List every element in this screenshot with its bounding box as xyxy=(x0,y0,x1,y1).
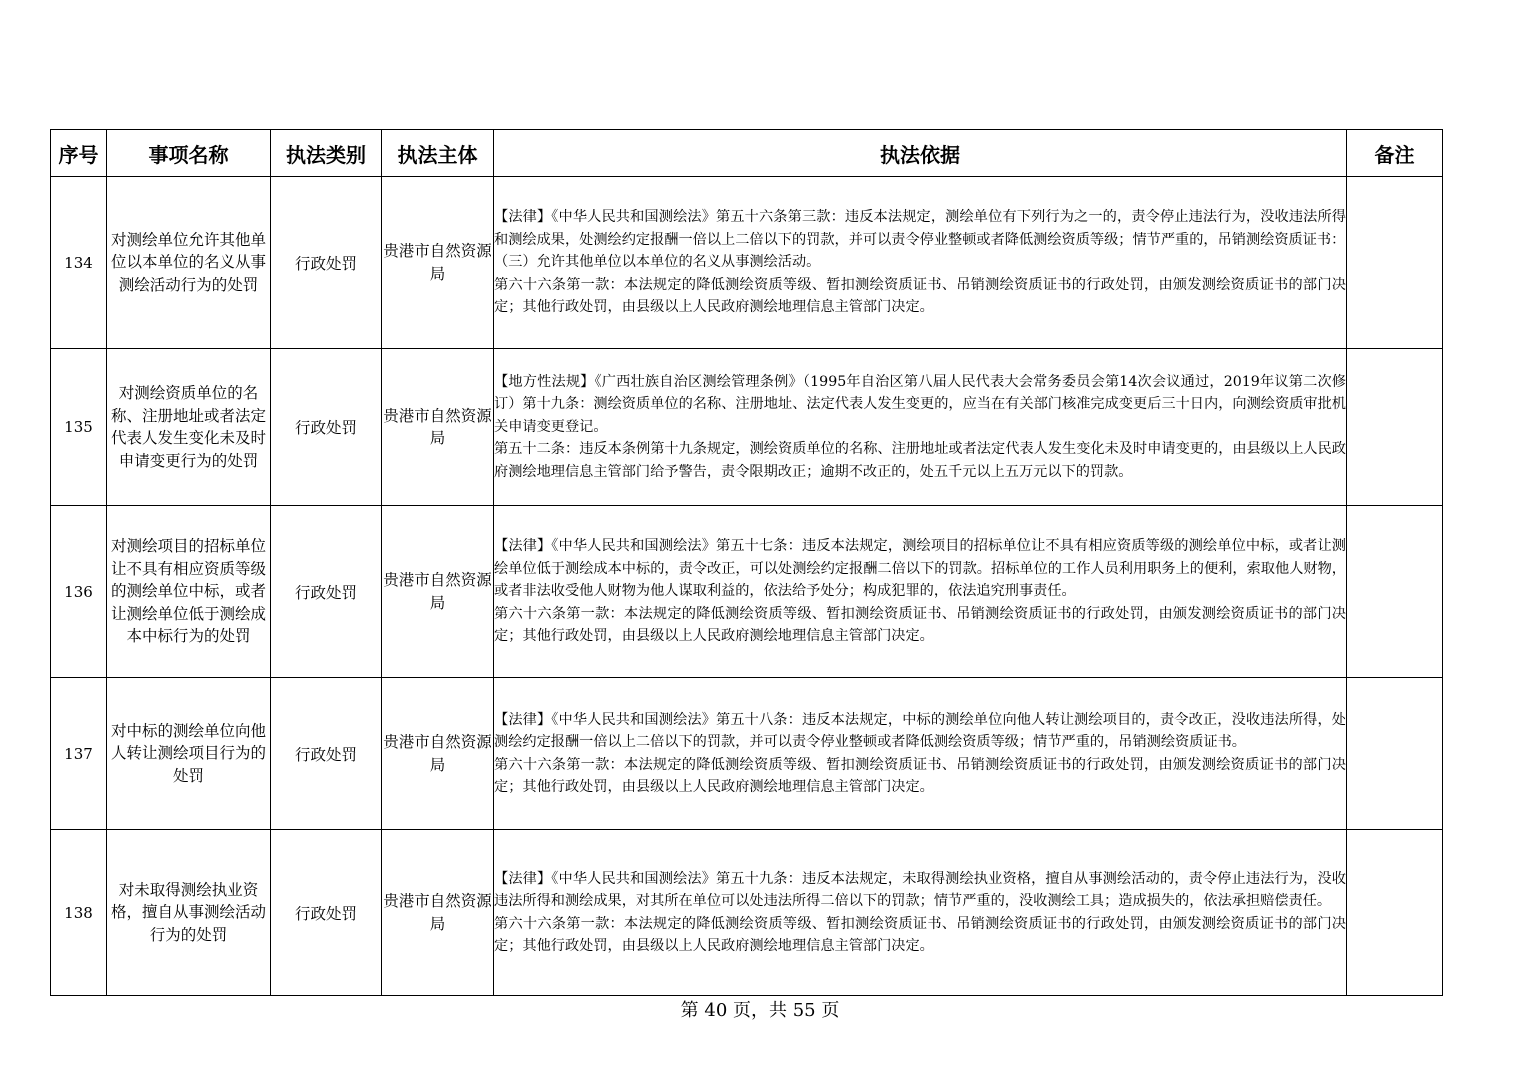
row-no: 137 xyxy=(51,678,107,830)
row-category: 行政处罚 xyxy=(271,678,382,830)
row-subject: 贵港市自然资源局 xyxy=(382,177,494,349)
row-remark xyxy=(1347,177,1443,349)
basis-paragraph: 第六十六条第一款：本法规定的降低测绘资质等级、暂扣测绘资质证书、吊销测绘资质证书的行政处罚，由颁发测绘资质证书的部门决定；其他行政处罚，由县级以上人民政府测绘地理信息主管部门决定。 xyxy=(494,915,1346,954)
table-row xyxy=(51,506,1443,678)
row-category: 行政处罚 xyxy=(271,506,382,678)
row-category: 行政处罚 xyxy=(271,830,382,996)
basis-paragraph: 第六十六条第一款：本法规定的降低测绘资质等级、暂扣测绘资质证书、吊销测绘资质证书的行政处罚，由颁发测绘资质证书的部门决定；其他行政处罚，由县级以上人民政府测绘地理信息主管部门决定。 xyxy=(494,605,1346,645)
enforcement-table-container xyxy=(50,129,1442,996)
page-number-footer: 第 40 页，共 55 页 xyxy=(680,1000,840,1021)
row-basis xyxy=(494,678,1347,830)
row-basis xyxy=(494,177,1347,349)
basis-paragraph: 【法律】《中华人民共和国测绘法》第五十六条第三款：违反本法规定，测绘单位有下列行为之一的，责令停止违法行为，没收违法所得和测绘成果，处测绘约定报酬一倍以上二倍以下的罚款，并可以责令停业整顿或者降低测绘资质等级；情节严重的，吊销测绘资质证书： xyxy=(494,209,1346,248)
basis-paragraph: （三）允许其他单位以本单位的名义从事测绘活动。 xyxy=(494,254,821,271)
header-no: 序号 xyxy=(51,130,107,177)
basis-paragraph: 第五十二条：违反本条例第十九条规定，测绘资质单位的名称、注册地址或者法定代表人发生变化未及时申请变更的，由县级以上人民政府测绘地理信息主管部门给予警告，责令限期改正；逾期不改正的，处五千元以上五万元以下的罚款。 xyxy=(494,441,1346,480)
row-subject: 贵港市自然资源局 xyxy=(382,349,494,506)
row-remark xyxy=(1347,506,1443,678)
table-row xyxy=(51,678,1443,830)
header-category: 执法类别 xyxy=(271,130,382,177)
row-remark xyxy=(1347,349,1443,506)
row-category: 行政处罚 xyxy=(271,177,382,349)
row-remark xyxy=(1347,678,1443,830)
row-no: 138 xyxy=(51,830,107,996)
basis-paragraph: 【地方性法规】《广西壮族自治区测绘管理条例》（1995年自治区第八届人民代表大会常务委员会第14次会议通过，2019年议第二次修订）第十九条：测绘资质单位的名称、注册地址、法定代表人发生变更的，应当在有关部门核准完成变更后三十日内，向测绘资质审批机关申请变更登记。 xyxy=(494,373,1346,435)
row-basis xyxy=(494,506,1347,678)
row-basis xyxy=(494,830,1347,996)
table-row xyxy=(51,830,1443,996)
row-no: 134 xyxy=(51,177,107,349)
row-basis xyxy=(494,349,1347,506)
header-basis: 执法依据 xyxy=(494,130,1347,177)
basis-paragraph: 【法律】《中华人民共和国测绘法》第五十七条：违反本法规定，测绘项目的招标单位让不具有相应资质等级的测绘单位中标，或者让测绘单位低于测绘成本中标的，责令改正，可以处测绘约定报酬二倍以下的罚款。招标单位的工作人员利用职务上的便利，索取他人财物，或者非法收受他人财物为他人谋取利益的，依法给予处分；构成犯罪的，依法追究刑事责任。 xyxy=(494,538,1346,600)
row-name: 对测绘单位允许其他单位以本单位的名义从事测绘活动行为的处罚 xyxy=(107,177,271,349)
row-name: 对测绘资质单位的名称、注册地址或者法定代表人发生变化未及时申请变更行为的处罚 xyxy=(107,349,271,506)
row-category: 行政处罚 xyxy=(271,349,382,506)
header-remark: 备注 xyxy=(1347,130,1443,177)
row-no: 135 xyxy=(51,349,107,506)
header-name: 事项名称 xyxy=(107,130,271,177)
header-subject: 执法主体 xyxy=(382,130,494,177)
basis-paragraph: 第六十六条第一款：本法规定的降低测绘资质等级、暂扣测绘资质证书、吊销测绘资质证书的行政处罚，由颁发测绘资质证书的部门决定；其他行政处罚，由县级以上人民政府测绘地理信息主管部门决定。 xyxy=(494,756,1346,795)
row-subject: 贵港市自然资源局 xyxy=(382,506,494,678)
row-remark xyxy=(1347,830,1443,996)
row-subject: 贵港市自然资源局 xyxy=(382,678,494,830)
table-row xyxy=(51,349,1443,506)
row-subject: 贵港市自然资源局 xyxy=(382,830,494,996)
basis-paragraph: 【法律】《中华人民共和国测绘法》第五十八条：违反本法规定，中标的测绘单位向他人转让测绘项目的，责令改正，没收违法所得，处测绘约定报酬一倍以上二倍以下的罚款，并可以责令停业整顿或者降低测绘资质等级；情节严重的，吊销测绘资质证书。 xyxy=(494,711,1346,750)
enforcement-table xyxy=(50,129,1443,996)
row-name: 对测绘项目的招标单位让不具有相应资质等级的测绘单位中标，或者让测绘单位低于测绘成本中标行为的处罚 xyxy=(107,506,271,678)
table-header-row xyxy=(51,130,1443,177)
row-name: 对中标的测绘单位向他人转让测绘项目行为的处罚 xyxy=(107,678,271,830)
row-name: 对未取得测绘执业资格，擅自从事测绘活动行为的处罚 xyxy=(107,830,271,996)
basis-paragraph: 【法律】《中华人民共和国测绘法》第五十九条：违反本法规定，未取得测绘执业资格，擅自从事测绘活动的，责令停止违法行为，没收违法所得和测绘成果，对其所在单位可以处违法所得二倍以下的罚款；情节严重的，没收测绘工具；造成损失的，依法承担赔偿责任。 xyxy=(494,870,1346,909)
table-row xyxy=(51,177,1443,349)
basis-paragraph: 第六十六条第一款：本法规定的降低测绘资质等级、暂扣测绘资质证书、吊销测绘资质证书的行政处罚，由颁发测绘资质证书的部门决定；其他行政处罚，由县级以上人民政府测绘地理信息主管部门决定。 xyxy=(494,276,1346,316)
row-no: 136 xyxy=(51,506,107,678)
